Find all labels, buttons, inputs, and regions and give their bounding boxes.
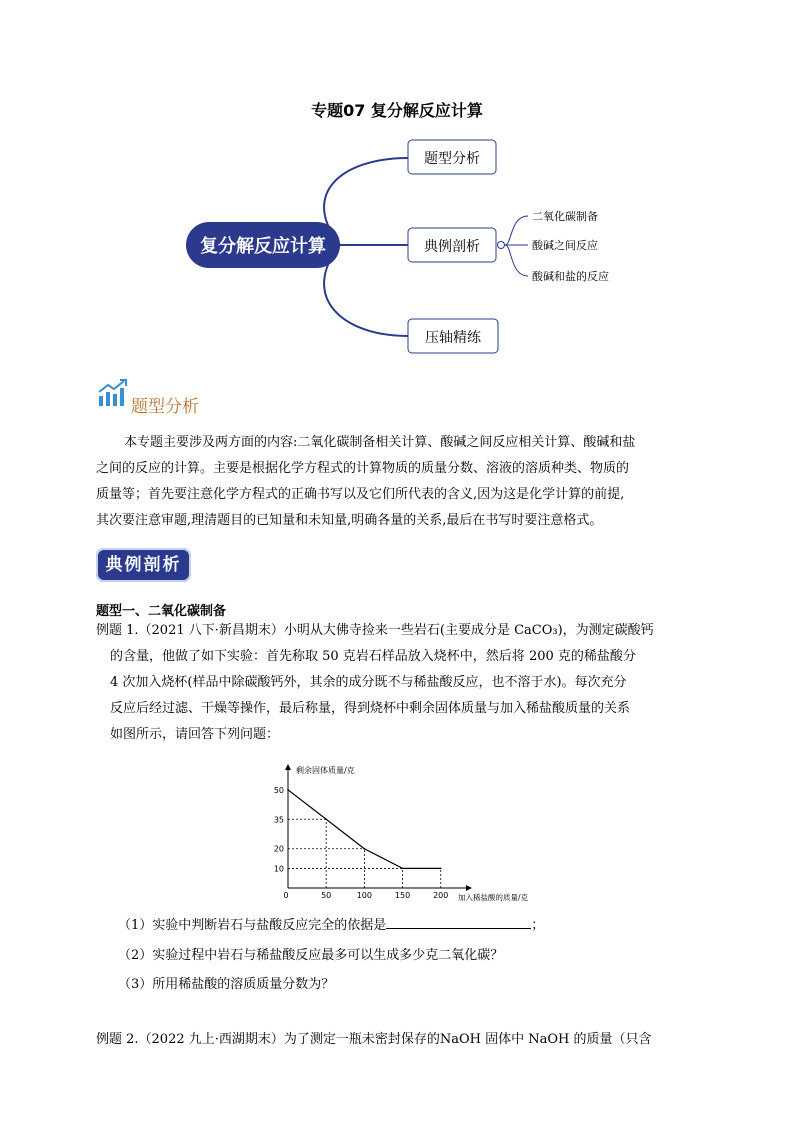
example1-line-5: 如图所示，请回答下列问题： xyxy=(110,727,280,742)
y-axis-title: 剩余固体质量/克 xyxy=(296,766,355,775)
branch-label-practice: 压轴精练 xyxy=(425,330,481,346)
example1-line-2: 的含量，他做了如下实验：首先称取 50 克岩石样品放入烧杯中，然后将 200 克的稀盐酸分 xyxy=(110,649,636,664)
data-point-0 xyxy=(287,789,289,791)
analysis-paragraph xyxy=(96,430,700,534)
examples-badge: 典例剖析 xyxy=(96,548,191,582)
sub-item-3: 酸碱和盐的反应 xyxy=(532,270,609,283)
data-point-200 xyxy=(440,868,442,870)
branch-line-bottom xyxy=(324,245,408,336)
page-title: 专题07 复分解反应计算 xyxy=(311,101,483,120)
type1-heading: 题型一、二氧化碳制备 xyxy=(96,604,227,619)
bar-chart-icon xyxy=(97,378,129,408)
branch-label-analysis: 题型分析 xyxy=(424,151,480,167)
y-tick-label-50: 50 xyxy=(273,785,284,795)
data-segment-1 xyxy=(288,790,326,819)
analysis-heading: 题型分析 xyxy=(131,397,199,417)
question-2: （2）实验过程中岩石与稀盐酸反应最多可以生成多少克二氧化碳？ xyxy=(118,948,504,963)
sub-item-2: 酸碱之间反应 xyxy=(532,239,598,252)
sub-item-1: 二氧化碳制备 xyxy=(532,210,598,223)
branch-line-top xyxy=(324,158,408,245)
example1-line-3: 4 次加入烧杯(样品中除碳酸钙外，其余的成分既不与稀盐酸反应，也不溶于水)。每次充分 xyxy=(110,675,627,690)
analysis-line-1: 本专题主要涉及两方面的内容:二氧化碳制备相关计算、酸碱之间反应相关计算、酸碱和盐 xyxy=(124,435,636,450)
analysis-section-heading xyxy=(97,378,297,417)
question-1-text: （1）实验中判断岩石与盐酸反应完全的依据是 xyxy=(118,918,387,933)
solid-mass-chart xyxy=(270,762,570,902)
answer-blank xyxy=(386,916,531,929)
data-point-100 xyxy=(364,848,366,850)
data-point-150 xyxy=(402,868,404,870)
x-axis-title: 加入稀盐酸的质量/克 xyxy=(458,893,529,902)
y-tick-label-10: 10 xyxy=(273,864,284,874)
y-axis-arrow xyxy=(285,764,291,770)
example1-line-4: 反应后经过滤、干燥等操作，最后称量，得到烧杯中剩余固体质量与加入稀盐酸质量的关系 xyxy=(110,701,631,716)
analysis-line-3: 质量等；首先要注意化学方程式的正确书写以及它们所代表的含义,因为这是化学计算的前提, xyxy=(96,487,625,502)
mind-map xyxy=(0,135,794,365)
data-point-50 xyxy=(325,818,327,820)
question-1 xyxy=(118,914,544,933)
x-tick-label-100: 100 xyxy=(356,891,373,900)
sub-connector-dot xyxy=(498,242,505,249)
x-tick-label-200: 200 xyxy=(433,891,449,900)
x-tick-label-150: 150 xyxy=(394,891,411,900)
question-3: （3）所用稀盐酸的溶质质量分数为？ xyxy=(118,977,335,992)
question-1-end: ； xyxy=(531,918,545,933)
branch-label-examples: 典例剖析 xyxy=(424,239,480,255)
analysis-line-4: 其次要注意审题,理清题目的已知量和未知量,明确各量的关系,最后在书写时要注意格式。 xyxy=(96,513,603,528)
data-segment-3 xyxy=(364,849,402,869)
center-node-label: 复分解反应计算 xyxy=(200,236,326,257)
x-axis-arrow xyxy=(466,885,472,891)
y-tick-label-35: 35 xyxy=(273,815,284,825)
y-tick-label-20: 20 xyxy=(273,844,284,854)
sub-line-3 xyxy=(505,245,528,276)
sub-line-1 xyxy=(505,216,528,245)
example2-line: 例题 2.（2022 九上·西湖期末）为了测定一瓶未密封保存的NaOH 固体中 NaOH 的质量（只含 xyxy=(96,1032,652,1047)
example1-line-1: 例题 1.（2021 八下·新昌期末）小明从大佛寺捡来一些岩石(主要成分是 CaCO₃)，为测定碳酸钙 xyxy=(96,623,654,638)
x-tick-label-50: 50 xyxy=(321,891,332,900)
example1-text xyxy=(96,618,700,748)
data-segment-2 xyxy=(326,819,364,848)
origin-label: 0 xyxy=(283,891,289,900)
analysis-line-2: 之间的反应的计算。主要是根据化学方程式的计算物质的质量分数、溶液的溶质种类、物质的 xyxy=(96,461,630,476)
